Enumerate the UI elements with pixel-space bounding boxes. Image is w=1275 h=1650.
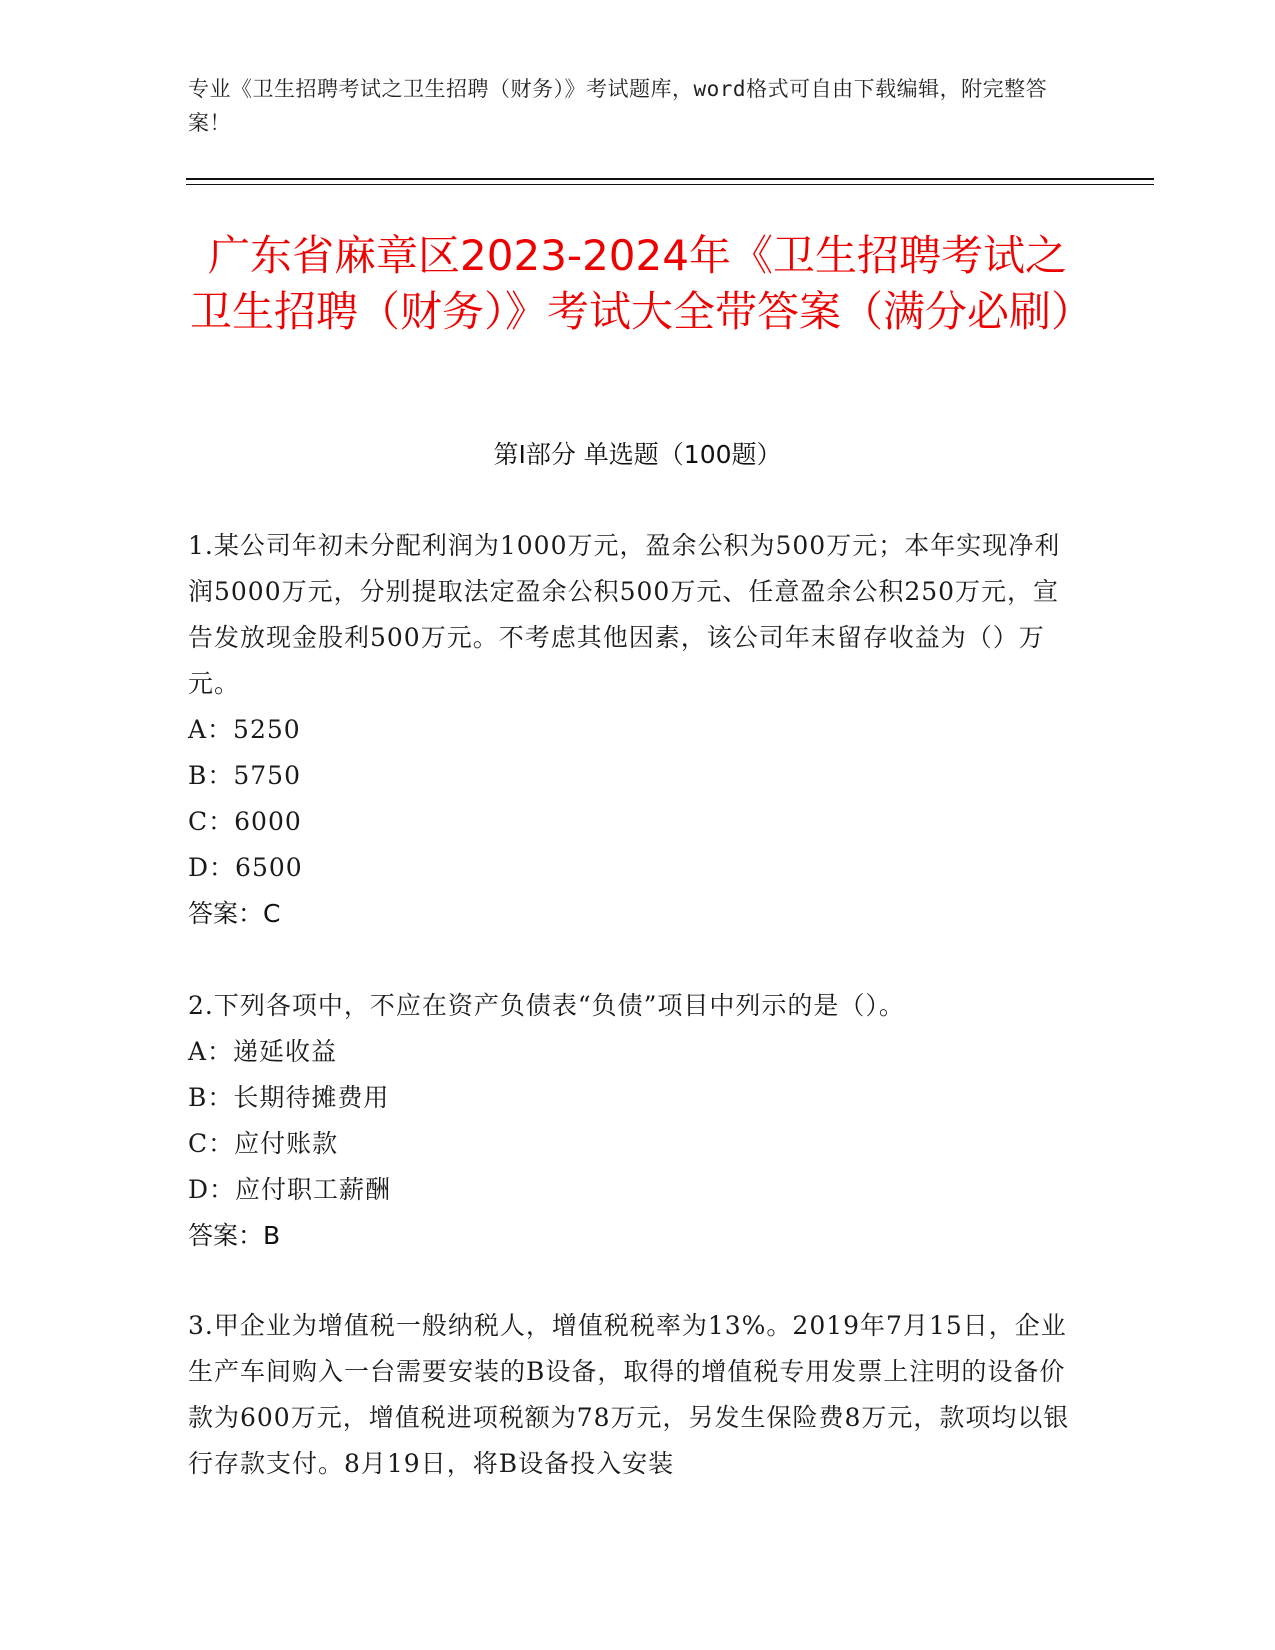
question-stem: 3.甲企业为增值税一般纳税人，增值税税率为13%。2019年7月15日，企业生产车间购入一台需要安装的B设备，取得的增值税专用发票上注明的设备价款为600万元，增值税进项税额为78万元，另发生保险费8万元，款项均以银行存款支付。8月19日，将B设备投入安装 xyxy=(188,1311,1070,1478)
option-b: B：长期待摊费用 xyxy=(188,1083,390,1112)
answer: 答案：B xyxy=(188,1221,281,1250)
option-c: C：6000 xyxy=(188,807,302,836)
header-divider-thick xyxy=(186,178,1154,180)
question-1 xyxy=(188,523,1080,937)
option-d: D：6500 xyxy=(188,853,303,882)
header-divider-thin xyxy=(186,184,1154,185)
option-a: A：5250 xyxy=(188,715,301,744)
document-title: 广东省麻章区2023-2024年《卫生招聘考试之卫生招聘（财务）》考试大全带答案（满分必刷） xyxy=(190,231,1094,336)
question-stem: 2.下列各项中，不应在资产负债表“负债”项目中列示的是（）。 xyxy=(188,991,905,1020)
header-note: 专业《卫生招聘考试之卫生招聘（财务）》考试题库，word格式可自由下载编辑，附完整答案！ xyxy=(188,77,1048,135)
section-heading: 第Ⅰ部分 单选题（100题） xyxy=(493,440,782,469)
option-c: C：应付账款 xyxy=(188,1129,339,1158)
question-3 xyxy=(188,1303,1080,1487)
option-d: D：应付职工薪酬 xyxy=(188,1175,392,1204)
option-b: B：5750 xyxy=(188,761,301,790)
answer: 答案：C xyxy=(188,899,281,928)
question-stem: 1.某公司年初未分配利润为1000万元，盈余公积为500万元；本年实现净利润5000万元，分别提取法定盈余公积500万元、任意盈余公积250万元，宣告发放现金股利500万元。不考虑其他因素，该公司年末留存收益为（）万元。 xyxy=(188,531,1061,698)
option-a: A：递延收益 xyxy=(188,1037,338,1066)
question-2 xyxy=(188,983,1080,1259)
